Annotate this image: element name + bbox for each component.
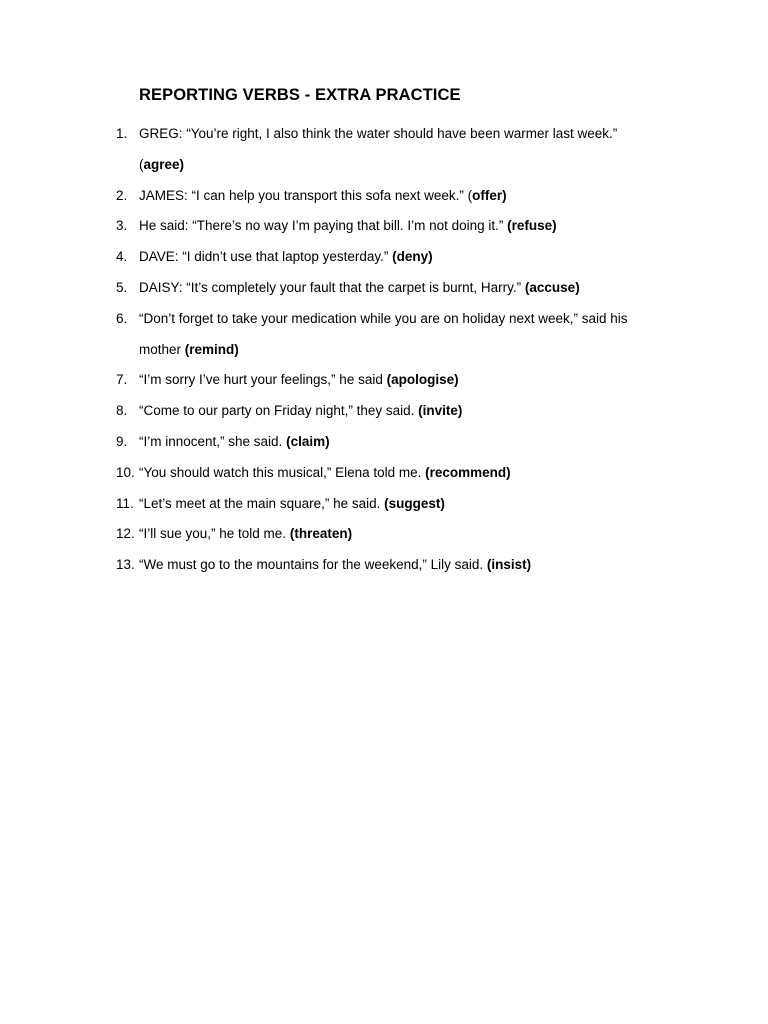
item-text: GREG: “You’re right, I also think the water should have been warmer last week.” [139, 126, 618, 141]
item-text-continued: mother [139, 341, 185, 357]
list-item-13 [0, 550, 768, 581]
reporting-verb: (recommend) [425, 464, 511, 480]
item-line [139, 550, 668, 581]
item-line-2 [139, 335, 668, 366]
item-text: JAMES: “I can help you transport this sofa next week.” ( [139, 187, 473, 203]
item-text: He said: “There’s no way I’m paying that bill. I’m not doing it.” [139, 218, 508, 234]
item-text: DAISY: “It’s completely your fault that the carpet is burnt, Harry.” [139, 279, 525, 295]
item-number: 11. [116, 495, 134, 511]
item-text: “You should watch this musical,” Elena told me. [139, 464, 426, 480]
list-item-6 [0, 304, 768, 366]
reporting-verb: (remind) [184, 341, 239, 357]
list-item-12 [0, 519, 768, 550]
item-text: DAVE: “I didn’t use that laptop yesterday.” [139, 249, 393, 265]
list-item-4 [0, 242, 768, 273]
list-item-5 [0, 273, 768, 304]
page-title: REPORTING VERBS - EXTRA PRACTICE [139, 86, 461, 104]
item-number: 3. [116, 218, 128, 234]
item-text: “I’m innocent,” she said. [139, 433, 287, 449]
item-line [139, 427, 668, 458]
item-line [139, 242, 668, 273]
item-text-continued: ( [139, 156, 144, 172]
item-line [139, 519, 668, 550]
item-number: 9. [116, 433, 128, 449]
reporting-verb: (insist) [486, 557, 532, 573]
reporting-verb: (claim) [286, 433, 330, 449]
item-text: “I’m sorry I’ve hurt your feelings,” he said [139, 372, 387, 388]
reporting-verb: agree) [143, 156, 185, 172]
item-number: 13. [116, 557, 135, 573]
item-line [139, 489, 668, 520]
item-line-1 [139, 304, 668, 335]
reporting-verb: (accuse) [524, 279, 580, 295]
item-text: “Let’s meet at the main square,” he said. [139, 495, 385, 511]
item-line [139, 458, 668, 489]
list-item-2 [0, 181, 768, 212]
list-item-11 [0, 489, 768, 520]
reporting-verb: (suggest) [384, 495, 445, 511]
item-line [139, 273, 668, 304]
item-number: 7. [116, 372, 128, 388]
item-number: 1. [116, 126, 128, 141]
list-item-3 [0, 211, 768, 242]
item-number: 12. [116, 526, 135, 542]
item-line [139, 181, 668, 212]
item-text: “Come to our party on Friday night,” they said. [139, 403, 419, 419]
item-line-1 [139, 119, 668, 150]
exercise-list [0, 119, 768, 581]
item-line-2 [139, 150, 668, 181]
reporting-verb: (refuse) [507, 218, 557, 234]
item-text: “I’ll sue you,” he told me. [139, 526, 290, 542]
item-number: 8. [116, 403, 128, 419]
list-item-8 [0, 396, 768, 427]
item-number: 5. [116, 279, 128, 295]
reporting-verb: offer) [472, 187, 507, 203]
list-item-9 [0, 427, 768, 458]
reporting-verb: (apologise) [386, 372, 459, 388]
item-line [139, 211, 668, 242]
item-line [139, 396, 668, 427]
item-text: “We must go to the mountains for the weekend,” Lily said. [139, 557, 487, 573]
list-item-10 [0, 458, 768, 489]
item-number: 4. [116, 249, 128, 265]
reporting-verb: (deny) [392, 249, 433, 265]
item-number: 6. [116, 310, 128, 326]
reporting-verb: (invite) [418, 403, 463, 419]
item-number: 2. [116, 187, 128, 203]
list-item-1 [0, 119, 768, 181]
item-text: “Don’t forget to take your medication while you are on holiday next week,” said his [139, 310, 628, 326]
item-line [139, 365, 668, 396]
reporting-verb: (threaten) [289, 526, 353, 542]
list-item-7 [0, 365, 768, 396]
item-number: 10. [116, 464, 135, 480]
